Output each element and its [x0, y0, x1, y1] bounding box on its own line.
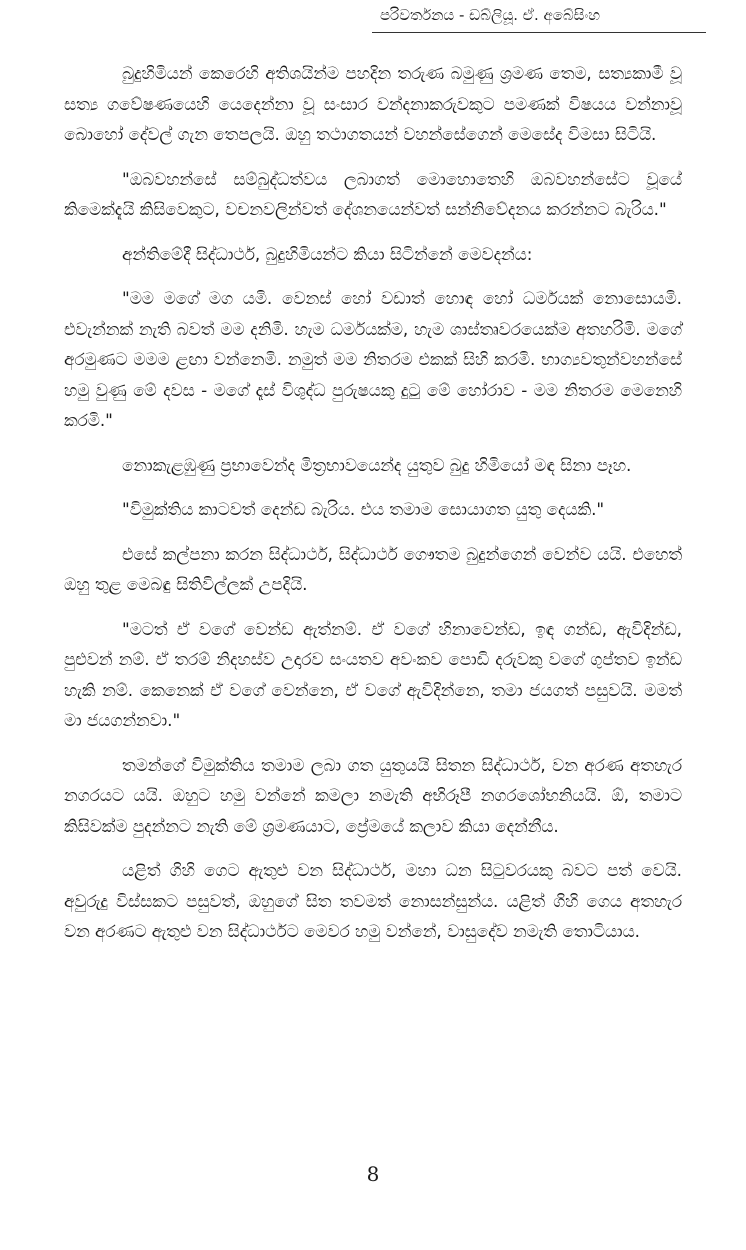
running-header: පරිවර්තනය - ඩබ්ලියූ. ඒ. අබේසිංහ: [380, 6, 601, 24]
page-number: 8: [366, 1162, 380, 1186]
paragraph: "ඔබවහන්සේ සම්බුද්ධත්වය ලබාගත් මොහොතෙහි ඔබවහන්සේට වූයේ කිමෙක්දැයි කිසිවෙකුට, වචනවලින්වත් දේශනයෙන්වත් සන්නිවේදනය කරන්නට බැරිය.": [64, 168, 682, 219]
paragraph: "මම මගේ මග යමි. වෙනස් හෝ වඩාත් හොඳ හෝ ධර්මයක් නොසොයමි. එවැන්නක් නැති බවත් මම දනිමි. හැම ධර්මයක්ම, හැම ශාස්තෘවරයෙක්ම අතහරිමි. මගේ අරමුණට මමම ළඟා වන්නෙමි. නමුත් මම නිතරම එකක් සිහි කරමි. භාග්‍යවතුන්වහන්සේ හමු වුණු මේ දවස - මගේ දෑස් විශුද්ධ පුරුෂයකු දුටු මේ හෝරාව - මම නිතරම මෙනෙහි කරමි.": [64, 288, 682, 430]
header-rule: [372, 32, 706, 33]
paragraph: යළිත් ගිහි ගෙට ඇතුළු වන සිද්ධාර්ථ, මහා ධන සිටුවරයකු බවට පත් වෙයි. අවුරුදු විස්සකට පසුවත්, ඔහුගේ සිත තවමත් නොසන්සුන්ය. යළිත් ගිහි ගෙය අතහැර වන අරණට ඇතුළු වන සිද්ධාර්ථට මෙවර හමු වන්නේ, වාසුදේව නමැති තොටියාය.: [64, 860, 682, 941]
paragraph: තමන්ගේ විමුක්තිය තමාම ලබා ගත යුතුයයි සිතන සිද්ධාර්ථ, වන අරණ අතහැර නගරයට යයි. ඔහුට හමු වන්නේ කමලා නමැති අභිරූපී නගරශෝභනියයි. ඕ, තමාට කිසිවක්ම පුදන්නට නැති මේ ශ්‍රමණයාට, ප්‍රේමයේ කලාව කියා දෙන්නීය.: [64, 754, 682, 836]
paragraph: අන්තිමේදී සිද්ධාර්ථ, බුදුහිමියන්ට කියා සිටින්නේ මෙවදන්ය:: [122, 243, 533, 264]
paragraph: නොකැළඹුණු ප්‍රභාවෙන්ද මිත්‍රභාවයෙන්ද යුතුව බුදු හිමියෝ මඳ සිනා පෑහ.: [122, 454, 632, 475]
paragraph: "මටත් ඒ වගේ වෙන්ඩ ඇත්නම්. ඒ වගේ හිනාවෙන්ඩ, ඉඳ ගන්ඩ, ඇවිදින්ඩ, පුළුවන් නම්. ඒ තරම් නිදහස්ව උදාරව සංයතව අවංකව පොඩි දරුවකු වගේ ගුප්තව ඉන්ඩ හැකි නම්. කෙනෙක් ඒ වගේ වෙන්නෙ, ඒ වගේ ඇවිදින්නෙ, තමා ජයගත් පසුවයි. මමත් මා ජයගන්නවා.": [64, 618, 682, 730]
body-text: [64, 58, 682, 961]
paragraph: "විමුක්තිය කාටවත් දෙන්ඩ බැරිය. එය තමාම සොයාගත යුතු දෙයකි.": [122, 499, 605, 519]
paragraph: එසේ කල්පනා කරන සිද්ධාර්ථ, සිද්ධාර්ථ ගෞතම බුදුන්ගෙන් වෙන්ව යයි. එහෙත් ඔහු තුළ මෙබඳු සිතිවිල්ලක් උපදියි.: [64, 543, 682, 594]
paragraph: බුදුහිමියන් කෙරෙහි අතිශයින්ම පහදින තරුණ බමුණු ශ්‍රමණ තෙම, සත්‍යකාමී වූ සත්‍ය ගවේෂණයෙහි යෙදෙන්නා වූ සංසාර වන්දනාකරුවකුට පමණක් විෂයය වන්නාවූ බොහෝ දේවල් ගැන තෙපලයි. ඔහු තථාගතයන් වහන්සේගෙන් මෙසේද විමසා සිටියි.: [64, 63, 682, 144]
